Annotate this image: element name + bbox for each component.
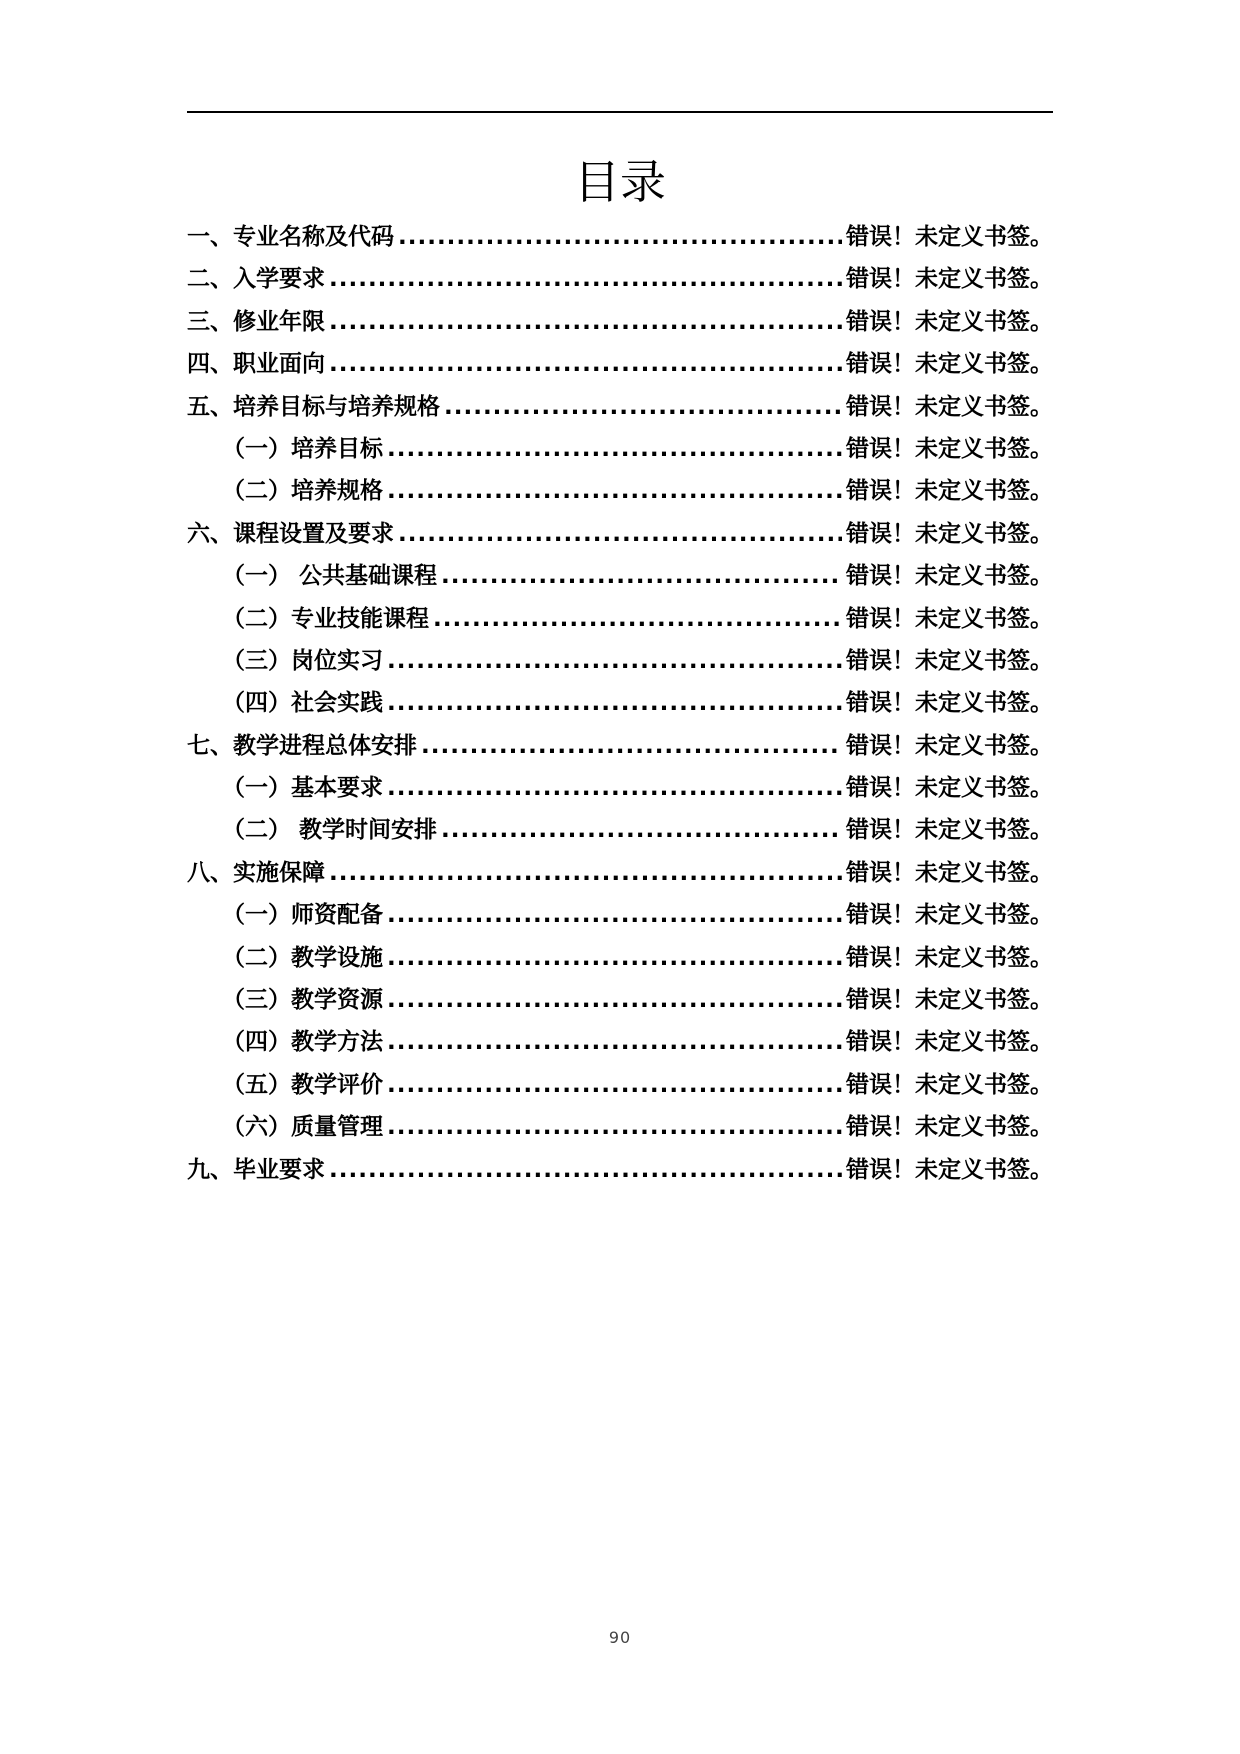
toc-dot-leader [387, 1021, 842, 1063]
toc-dot-leader [329, 1149, 842, 1191]
toc-entry-page-ref: 错误！未定义书签。 [846, 817, 1053, 844]
toc-entry[interactable] [187, 555, 1053, 597]
toc-dot-leader [398, 216, 842, 258]
header-rule [187, 111, 1053, 113]
toc-entry-label: 九、毕业要求 [187, 1156, 325, 1183]
toc-entry[interactable] [187, 470, 1053, 512]
toc-entry[interactable] [187, 513, 1053, 555]
toc-entry[interactable] [187, 343, 1053, 385]
toc-entry-page-ref: 错误！未定义书签。 [846, 351, 1053, 378]
toc-dot-leader [387, 428, 842, 470]
toc-dot-leader [329, 852, 842, 894]
toc-entry[interactable] [187, 216, 1053, 258]
toc-entry-label: （三）教学资源 [222, 987, 383, 1014]
toc-dot-leader [398, 513, 842, 555]
toc-entry-label: 四、职业面向 [187, 351, 325, 378]
toc-entry-label: （四）教学方法 [222, 1029, 383, 1056]
toc-entry-label: （二） 教学时间安排 [222, 817, 438, 844]
toc-entry-page-ref: 错误！未定义书签。 [846, 690, 1053, 717]
toc-dot-leader [387, 1106, 842, 1148]
toc-dot-leader [387, 640, 842, 682]
toc-dot-leader [387, 937, 842, 979]
toc-entry-label: （五）教学评价 [222, 1071, 383, 1098]
toc-entry-page-ref: 错误！未定义书签。 [846, 944, 1053, 971]
toc-entry[interactable] [187, 428, 1053, 470]
toc-entry-label: 七、教学进程总体安排 [187, 732, 417, 759]
toc-entry-label: （六）质量管理 [222, 1114, 383, 1141]
toc-entry-page-ref: 错误！未定义书签。 [846, 647, 1053, 674]
toc-dot-leader [433, 598, 842, 640]
toc-dot-leader [387, 767, 842, 809]
toc-dot-leader [387, 894, 842, 936]
toc-dot-leader [441, 809, 842, 851]
toc-entry[interactable] [187, 809, 1053, 851]
toc-entry-label: （二）培养规格 [222, 478, 383, 505]
toc-entry[interactable] [187, 937, 1053, 979]
toc-list [187, 216, 1053, 1191]
toc-entry[interactable] [187, 682, 1053, 724]
toc-entry[interactable] [187, 852, 1053, 894]
toc-dot-leader [329, 301, 842, 343]
toc-entry-page-ref: 错误！未定义书签。 [846, 435, 1053, 462]
toc-entry[interactable] [187, 386, 1053, 428]
toc-entry[interactable] [187, 725, 1053, 767]
toc-entry-label: 八、实施保障 [187, 859, 325, 886]
toc-entry[interactable] [187, 1106, 1053, 1148]
toc-dot-leader [387, 1064, 842, 1106]
toc-entry[interactable] [187, 598, 1053, 640]
toc-entry-label: （一） 公共基础课程 [222, 563, 438, 590]
toc-entry-page-ref: 错误！未定义书签。 [846, 775, 1053, 802]
toc-entry-label: 一、专业名称及代码 [187, 224, 394, 250]
toc-entry-label: （四）社会实践 [222, 690, 383, 717]
toc-dot-leader [329, 258, 842, 300]
toc-entry[interactable] [187, 1149, 1053, 1191]
page-number: 90 [608, 1628, 632, 1647]
toc-entry-page-ref: 错误！未定义书签。 [846, 987, 1053, 1014]
toc-entry-label: （三）岗位实习 [222, 647, 383, 674]
toc-entry-page-ref: 错误！未定义书签。 [846, 563, 1053, 590]
toc-entry-page-ref: 错误！未定义书签。 [846, 1071, 1053, 1098]
toc-entry-label: （一）培养目标 [222, 435, 383, 462]
toc-entry-page-ref: 错误！未定义书签。 [846, 1114, 1053, 1141]
toc-entry[interactable] [187, 640, 1053, 682]
toc-title: 目录 [574, 155, 666, 209]
toc-entry-page-ref: 错误！未定义书签。 [846, 224, 1053, 250]
toc-entry-page-ref: 错误！未定义书签。 [846, 605, 1053, 632]
toc-entry[interactable] [187, 767, 1053, 809]
toc-dot-leader [441, 555, 842, 597]
toc-entry[interactable] [187, 258, 1053, 300]
toc-entry-label: 五、培养目标与培养规格 [187, 393, 440, 420]
toc-entry-label: 二、入学要求 [187, 266, 325, 293]
toc-dot-leader [387, 470, 842, 512]
toc-entry-page-ref: 错误！未定义书签。 [846, 308, 1053, 335]
toc-entry-page-ref: 错误！未定义书签。 [846, 859, 1053, 886]
toc-entry-page-ref: 错误！未定义书签。 [846, 1029, 1053, 1056]
toc-entry-label: 三、修业年限 [187, 308, 325, 335]
toc-entry[interactable] [187, 301, 1053, 343]
toc-entry[interactable] [187, 979, 1053, 1021]
toc-dot-leader [421, 725, 842, 767]
toc-entry-label: （二）专业技能课程 [222, 605, 429, 632]
toc-entry-page-ref: 错误！未定义书签。 [846, 520, 1053, 547]
toc-dot-leader [387, 682, 842, 724]
toc-entry[interactable] [187, 1064, 1053, 1106]
toc-entry-page-ref: 错误！未定义书签。 [846, 478, 1053, 505]
toc-entry-label: 六、课程设置及要求 [187, 520, 394, 547]
toc-entry-label: （一）基本要求 [222, 775, 383, 802]
toc-entry-page-ref: 错误！未定义书签。 [846, 266, 1053, 293]
toc-dot-leader [387, 979, 842, 1021]
toc-entry-page-ref: 错误！未定义书签。 [846, 732, 1053, 759]
toc-entry-page-ref: 错误！未定义书签。 [846, 393, 1053, 420]
toc-entry-page-ref: 错误！未定义书签。 [846, 902, 1053, 929]
toc-entry-label: （二）教学设施 [222, 944, 383, 971]
toc-entry-label: （一）师资配备 [222, 902, 383, 929]
toc-dot-leader [329, 343, 842, 385]
toc-dot-leader [444, 386, 842, 428]
toc-entry[interactable] [187, 894, 1053, 936]
toc-entry-page-ref: 错误！未定义书签。 [846, 1156, 1053, 1183]
toc-entry[interactable] [187, 1021, 1053, 1063]
